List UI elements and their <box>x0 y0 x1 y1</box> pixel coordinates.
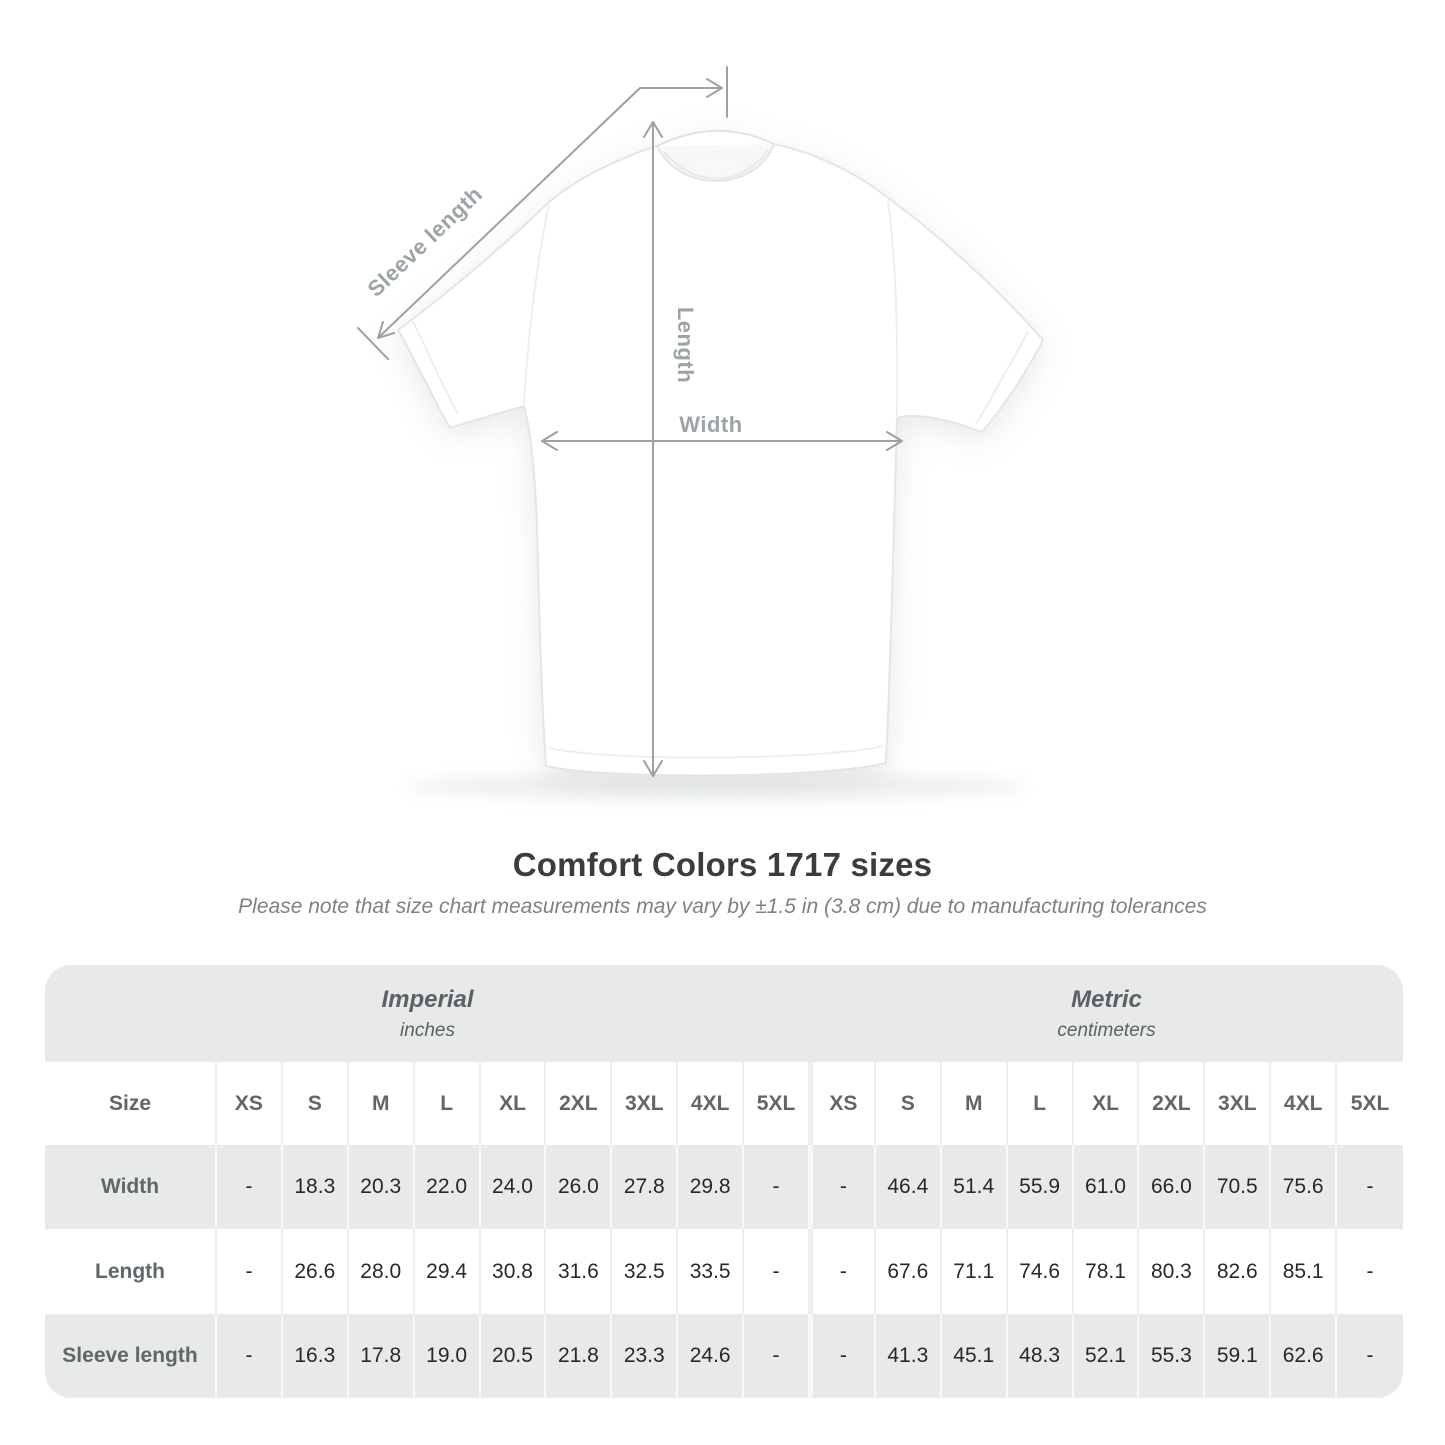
metric-value-cell: 51.4 <box>942 1145 1008 1229</box>
imperial-value-cell: - <box>744 1229 810 1314</box>
metric-size-header: XL <box>1074 1062 1140 1145</box>
imperial-size-header: L <box>415 1062 481 1145</box>
width-label: Width <box>679 412 743 437</box>
imperial-value-cell: 30.8 <box>481 1229 547 1314</box>
imperial-value-cell: 20.3 <box>349 1145 415 1229</box>
metric-size-header: M <box>942 1062 1008 1145</box>
collar-back-seam <box>657 131 774 146</box>
metric-value-cell: 71.1 <box>942 1229 1008 1314</box>
imperial-value-cell: - <box>217 1314 283 1398</box>
metric-value-cell: - <box>1337 1145 1403 1229</box>
metric-value-cell: 62.6 <box>1271 1314 1337 1398</box>
metric-label: Metric <box>1071 985 1142 1013</box>
metric-unit-label: centimeters <box>1057 1019 1156 1041</box>
imperial-size-header: 2XL <box>546 1062 612 1145</box>
metric-size-header: 2XL <box>1139 1062 1205 1145</box>
imperial-value-cell: 24.0 <box>481 1145 547 1229</box>
imperial-value-cell: 16.3 <box>283 1314 349 1398</box>
measurement-row-label: Length <box>45 1229 217 1314</box>
metric-size-header: L <box>1008 1062 1074 1145</box>
metric-value-cell: 70.5 <box>1205 1145 1271 1229</box>
metric-value-cell: 45.1 <box>942 1314 1008 1398</box>
metric-value-cell: 74.6 <box>1008 1229 1074 1314</box>
metric-value-cell: 59.1 <box>1205 1314 1271 1398</box>
sleeve-length-label: Sleeve length <box>362 181 488 302</box>
imperial-value-cell: 24.6 <box>678 1314 744 1398</box>
imperial-section-header <box>45 965 810 1062</box>
metric-value-cell: - <box>1337 1314 1403 1398</box>
imperial-value-cell: 28.0 <box>349 1229 415 1314</box>
metric-value-cell: 46.4 <box>876 1145 942 1229</box>
imperial-value-cell: 20.5 <box>481 1314 547 1398</box>
imperial-unit-label: inches <box>400 1019 455 1041</box>
metric-value-cell: 55.3 <box>1139 1314 1205 1398</box>
imperial-value-cell: 29.4 <box>415 1229 481 1314</box>
metric-size-header: 5XL <box>1337 1062 1403 1145</box>
unit-header-band <box>45 965 1403 1062</box>
imperial-value-cell: 33.5 <box>678 1229 744 1314</box>
metric-value-cell: - <box>1337 1229 1403 1314</box>
imperial-value-cell: 21.8 <box>546 1314 612 1398</box>
imperial-value-cell: 29.8 <box>678 1145 744 1229</box>
metric-value-cell: 66.0 <box>1139 1145 1205 1229</box>
imperial-value-cell: - <box>744 1145 810 1229</box>
imperial-size-header: XL <box>481 1062 547 1145</box>
metric-section-header <box>810 965 1403 1062</box>
metric-size-header: S <box>876 1062 942 1145</box>
page-title: Comfort Colors 1717 sizes <box>512 846 933 883</box>
metric-size-header: 3XL <box>1205 1062 1271 1145</box>
size-column-header: Size <box>45 1062 217 1145</box>
imperial-value-cell: 18.3 <box>283 1145 349 1229</box>
metric-size-header: 4XL <box>1271 1062 1337 1145</box>
imperial-value-cell: 17.8 <box>349 1314 415 1398</box>
metric-value-cell: 85.1 <box>1271 1229 1337 1314</box>
imperial-label: Imperial <box>381 985 474 1013</box>
tolerance-note: Please note that size chart measurements may vary by ±1.5 in (3.8 cm) due to manufacturing tolerances <box>238 895 1207 918</box>
measurement-row-label: Width <box>45 1145 217 1229</box>
metric-size-header: XS <box>810 1062 876 1145</box>
metric-value-cell: 67.6 <box>876 1229 942 1314</box>
imperial-size-header: XS <box>217 1062 283 1145</box>
metric-value-cell: 55.9 <box>1008 1145 1074 1229</box>
imperial-value-cell: 19.0 <box>415 1314 481 1398</box>
metric-value-cell: 48.3 <box>1008 1314 1074 1398</box>
imperial-value-cell: 22.0 <box>415 1145 481 1229</box>
metric-value-cell: 61.0 <box>1074 1145 1140 1229</box>
imperial-value-cell: 32.5 <box>612 1229 678 1314</box>
imperial-value-cell: 31.6 <box>546 1229 612 1314</box>
imperial-value-cell: 23.3 <box>612 1314 678 1398</box>
imperial-value-cell: 26.0 <box>546 1145 612 1229</box>
imperial-size-header: M <box>349 1062 415 1145</box>
metric-value-cell: 75.6 <box>1271 1145 1337 1229</box>
imperial-size-header: 4XL <box>678 1062 744 1145</box>
imperial-size-header: S <box>283 1062 349 1145</box>
measurement-row-label: Sleeve length <box>45 1314 217 1398</box>
imperial-value-cell: - <box>217 1229 283 1314</box>
metric-value-cell: 80.3 <box>1139 1229 1205 1314</box>
imperial-value-cell: - <box>744 1314 810 1398</box>
size-table-grid <box>45 1062 1403 1398</box>
imperial-value-cell: 27.8 <box>612 1145 678 1229</box>
metric-value-cell: 82.6 <box>1205 1229 1271 1314</box>
metric-value-cell: 78.1 <box>1074 1229 1140 1314</box>
imperial-size-header: 3XL <box>612 1062 678 1145</box>
imperial-size-header: 5XL <box>744 1062 810 1145</box>
length-label: Length <box>673 306 698 384</box>
imperial-value-cell: - <box>217 1145 283 1229</box>
size-table <box>45 965 1403 1398</box>
metric-value-cell: - <box>810 1314 876 1398</box>
imperial-value-cell: 26.6 <box>283 1229 349 1314</box>
metric-value-cell: - <box>810 1145 876 1229</box>
metric-value-cell: - <box>810 1229 876 1314</box>
metric-value-cell: 52.1 <box>1074 1314 1140 1398</box>
metric-value-cell: 41.3 <box>876 1314 942 1398</box>
